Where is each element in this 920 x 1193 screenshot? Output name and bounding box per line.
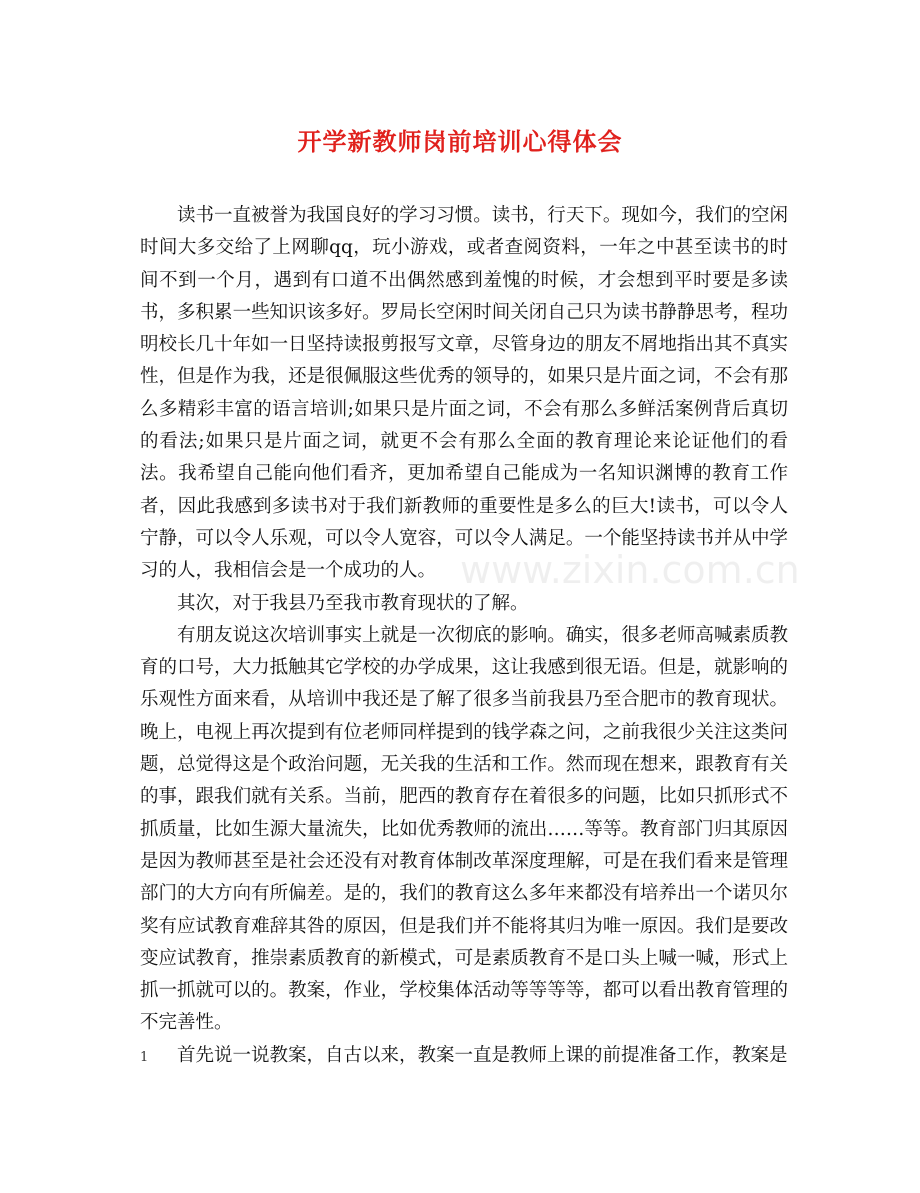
paragraph-4: 首先说一说教案，自古以来，教案一直是教师上课的前提准备工作，教案是 xyxy=(177,1044,788,1066)
paragraph-2: 其次，对于我县乃至我市教育现状的了解。 xyxy=(177,592,529,614)
paragraph-1: 读书一直被誉为我国良好的学习习惯。读书，行天下。现如今，我们的空闲时间大多交给了上网聊qq，玩小游戏，或者查阅资料，一年之中甚至读书的时间不到一个月，遇到有口道不出偶然感到羞愧的时候，才会想到平时要是多读书，多积累一些知识该多好。罗局长空闲时间关闭自己只为读书静静思考，程功明校长几十年如一日坚持读报剪报写文章，尽管身边的朋友不屑地指出其不真实性，但是作为我，还是很佩服这些优秀的领导的，如果只是片面之词，不会有那么多精彩丰富的语言培训;如果只是片面之词，不会有那么多鲜活案例背后真切的看法;如果只是片面之词，就更不会有那么全面的教育理论来论证他们的看法。我希望自己能向他们看齐，更加希望自己能成为一名知识渊博的教育工作者，因此我感到多读书对于我们新教师的重要性是多么的巨大!读书，可以令人宁静，可以令人乐观，可以令人宽容，可以令人满足。一个能坚持读书并从中学习的人，我相信会是一个成功的人。 xyxy=(140,205,788,582)
document-body xyxy=(140,200,800,1072)
paragraph-3: 有朋友说这次培训事实上就是一次彻底的影响。确实，很多老师高喊素质教育的口号，大力抵触其它学校的办学成果，这让我感到很无语。但是，就影响的乐观性方面来看，从培训中我还是了解了很多当前我县乃至合肥市的教育现状。晚上，电视上再次提到有位老师同样提到的钱学森之问，之前我很少关注这类问题，总觉得这是个政治问题，无关我的生活和工作。然而现在想来，跟教育有关的事，跟我们就有关系。当前，肥西的教育存在着很多的问题，比如只抓形式不抓质量，比如生源大量流失，比如优秀教师的流出……等等。教育部门归其原因是因为教师甚至是社会还没有对教育体制改革深度理解，可是在我们看来是管理部门的大方向有所偏差。是的，我们的教育这么多年来都没有培养出一个诺贝尔奖有应试教育难辞其咎的原因，但是我们并不能将其归为唯一原因。我们是要改变应试教育，推崇素质教育的新模式，可是素质教育不是口头上喊一喊，形式上抓一抓就可以的。教案，作业，学校集体活动等等等等，都可以看出教育管理的不完善性。 xyxy=(140,624,788,1034)
document-title: 开学新教师岗前培训心得体会 xyxy=(297,127,623,156)
watermark: www.zixin.com.cn xyxy=(460,548,800,592)
page-number: 1 xyxy=(140,1050,149,1065)
